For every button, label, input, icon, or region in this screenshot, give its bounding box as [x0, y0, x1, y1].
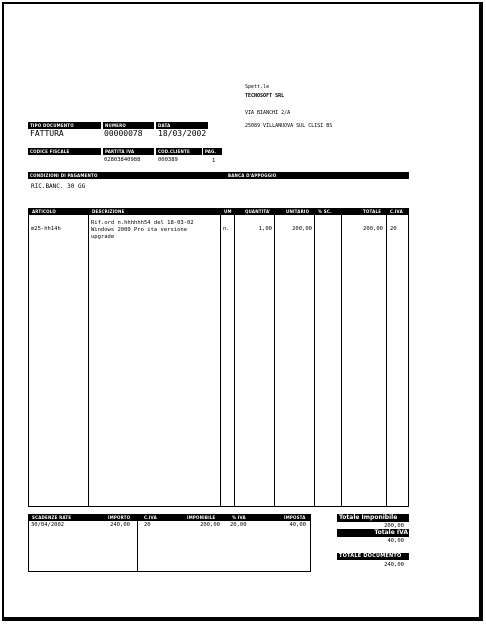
total-document-label: TOTALE DOCUMENTO — [337, 553, 409, 560]
col-header-vat-pct: % IVA — [232, 515, 246, 520]
payment-conditions-label: CONDIZIONI DI PAGAMENTO — [30, 173, 98, 178]
col-header-vat-code: C.IVA — [390, 209, 403, 214]
col-divider — [234, 215, 235, 507]
col-divider — [88, 215, 89, 507]
items-table-header — [28, 208, 409, 215]
item-unit-price: 200,00 — [292, 226, 312, 232]
item-vat-code: 20 — [390, 226, 397, 232]
due-taxable: 200,00 — [200, 522, 220, 528]
item-total: 200,00 — [363, 226, 383, 232]
bank-label: BANCA D'APPOGGIO — [228, 173, 277, 178]
doc-type-value: FATTURA — [30, 129, 64, 138]
col-header-article: ARTICOLO — [32, 209, 56, 214]
col-header-due-vat-code: C.IVA — [144, 515, 157, 520]
vat-number-value: 02803840988 — [104, 157, 141, 163]
client-code-value: 000389 — [158, 157, 178, 163]
item-article: m25-hh14h — [31, 226, 61, 232]
due-tax: 40,00 — [289, 522, 306, 528]
col-header-quantity: QUANTITA' — [245, 209, 271, 214]
col-header-due-date: SCADENZE RATE — [32, 515, 72, 520]
recipient-name: TECNOSOFT SRL — [245, 93, 285, 99]
recipient-city: 25089 VILLANUOVA SUL CLISI BS — [245, 123, 333, 129]
col-divider — [274, 215, 275, 507]
total-taxable-value: 200,00 — [384, 523, 404, 529]
col-divider — [314, 215, 315, 507]
page-label: PAG. — [203, 148, 222, 155]
doc-date-value: 18/03/2002 — [158, 129, 207, 138]
item-um: n. — [223, 226, 230, 232]
doc-number-value: 00000078 — [104, 129, 143, 138]
col-divider — [341, 215, 342, 507]
payment-conditions-value: RIC.BANC. 30 GG — [31, 183, 86, 190]
vat-number-label: PARTITA IVA — [103, 148, 154, 155]
item-description-line: upgrade — [91, 234, 115, 240]
due-vat-code: 20 — [144, 522, 151, 528]
col-header-tax: IMPOSTA — [284, 515, 306, 520]
total-taxable-label: Totale Imponibile — [337, 514, 409, 522]
due-vat-pct: 20,00 — [230, 522, 247, 528]
payment-bar — [28, 172, 409, 179]
fiscal-code-label: CODICE FISCALE — [28, 148, 101, 155]
col-header-um: UM — [224, 209, 232, 214]
items-table — [28, 208, 409, 507]
item-description-line: Rif.ord n.hhhhhh54 del 18-03-02 — [91, 220, 194, 226]
client-code-label: COD.CLIENTE — [156, 148, 202, 155]
due-date: 30/04/2002 — [31, 522, 65, 528]
total-document-value: 240,00 — [384, 562, 404, 568]
col-header-description: DESCRIZIONE — [92, 209, 125, 214]
page-value: 1 — [212, 158, 216, 164]
total-vat-label: Totale IVA — [337, 529, 409, 537]
due-table-header — [28, 514, 311, 521]
col-divider — [220, 215, 221, 507]
recipient-greeting: Spett.le — [245, 84, 270, 90]
item-description — [91, 220, 194, 241]
doc-number-label: NUMERO — [103, 122, 154, 129]
item-description-line: Windows 2000 Pro ita versione — [91, 227, 188, 233]
doc-date-label: DATA — [156, 122, 208, 129]
item-quantity: 1,00 — [258, 226, 272, 232]
col-header-taxable: IMPONIBILE — [187, 515, 216, 520]
due-table-divider — [137, 521, 138, 572]
due-amount: 240,00 — [110, 522, 130, 528]
col-header-discount: % SC. — [318, 209, 332, 214]
col-divider — [386, 215, 387, 507]
col-header-due-amount: IMPORTO — [108, 515, 131, 520]
recipient-street: VIA BIANCHI 2/A — [245, 110, 291, 116]
col-header-unit-price: UNITARIO — [286, 209, 310, 214]
doc-type-label: TIPO DOCUMENTO — [28, 122, 101, 129]
col-header-total: TOTALE — [363, 209, 382, 214]
total-vat-value: 40,00 — [387, 538, 404, 544]
